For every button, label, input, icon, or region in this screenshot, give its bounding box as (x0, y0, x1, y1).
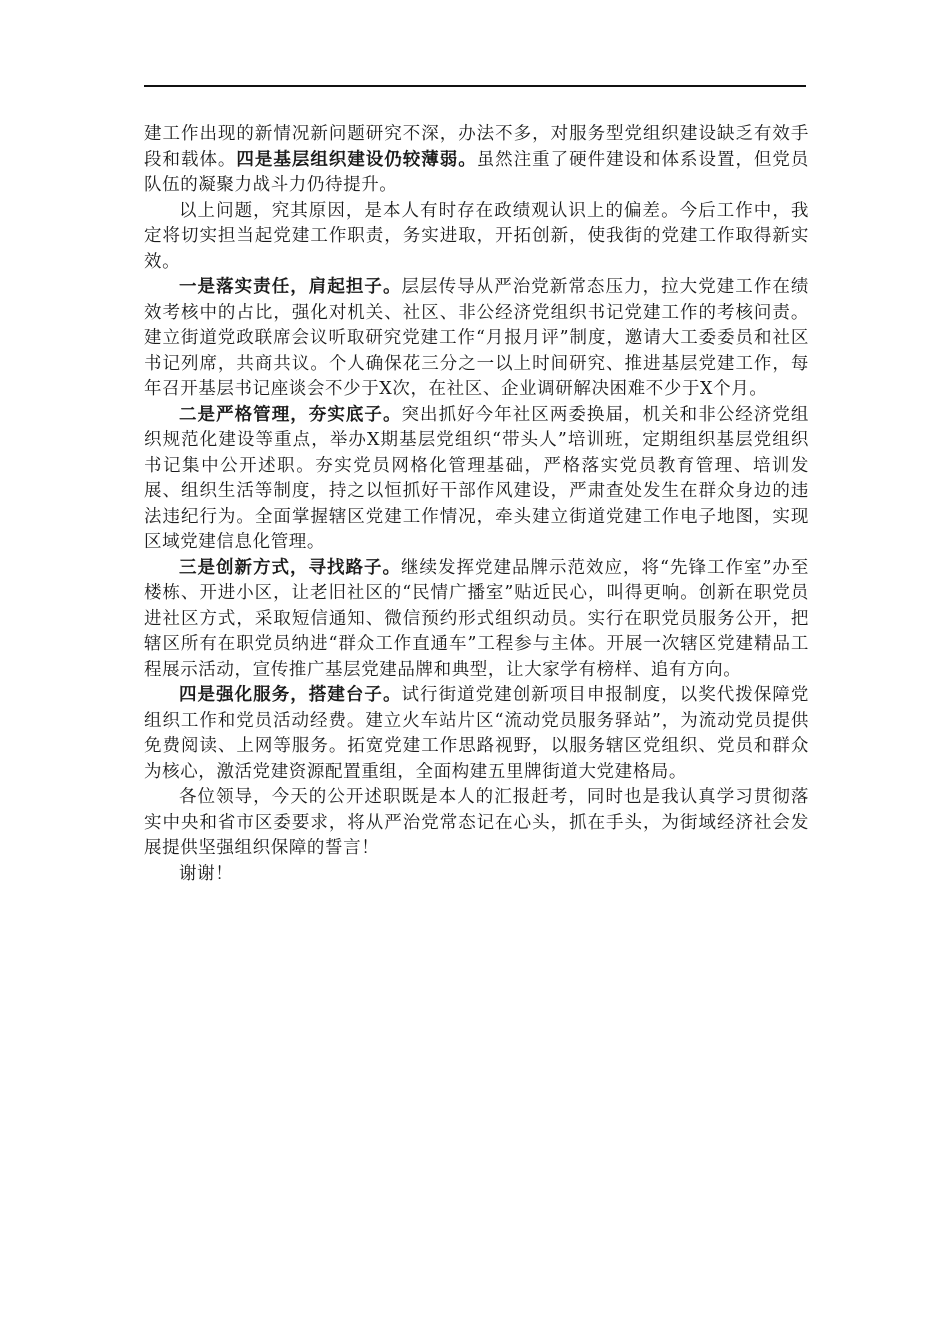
paragraph-7 (144, 785, 809, 862)
paragraph-4 (144, 403, 809, 556)
paragraph-text: 谢谢！ (179, 863, 234, 884)
paragraph-2 (144, 199, 809, 276)
paragraph-lead: 三是创新方式，寻找路子。 (179, 557, 401, 578)
paragraph-1 (144, 122, 809, 199)
paragraph-text: 建工作出现的新情况新问题研究不深，办法不多，对服务型党组织建设缺乏有效手段和载体。 (144, 124, 809, 170)
paragraph-text: 层层传导从严治党新常态压力，拉大党建工作在绩效考核中的占比，强化对机关、社区、非公经济党组织书记党建工作的考核问责。建立街道党政联席会议听取研究党建工作“月报月评”制度，邀请大工委委员和社区书记列席，共商共议。个人确保花三分之一以上时间研究、推进基层党建工作，每年召开基层书记座谈会不少于X次，在社区、企业调研解决困难不少于X个月。 (144, 277, 810, 399)
header-rule (144, 85, 806, 87)
paragraph-3 (144, 275, 809, 403)
document-body (144, 122, 809, 887)
paragraph-lead: 四是强化服务，搭建台子。 (179, 685, 402, 705)
paragraph-text: 虽然注重了硬件建设和体系设置，但党员队伍的凝聚力战斗力仍待提升。 (144, 149, 809, 195)
paragraph-text: 突出抓好今年社区两委换届，机关和非公经济党组织规范化建设等重点，举办X期基层党组织“带头人”培训班，定期组织基层党组织书记集中公开述职。夯实党员网格化管理基础，严格落实党员教育管理、培训发展、组织生活等制度，持之以恒抓好干部作风建设，严肃查处发生在群众身边的违法违纪行为。全面掌握辖区党建工作情况，牵头建立街道党建工作电子地图，实现区域党建信息化管理。 (144, 404, 810, 552)
paragraph-5 (144, 556, 809, 684)
paragraph-lead: 二是严格管理，夯实底子。 (179, 404, 402, 425)
paragraph-lead: 一是落实责任，肩起担子。 (179, 277, 402, 297)
paragraph-lead: 四是基层组织建设仍较薄弱。 (236, 149, 477, 170)
paragraph-text: 继续发挥党建品牌示范效应，将“先锋工作室”办至楼栋、开进小区，让老旧社区的“民情广播室”贴近民心，叫得更响。创新在职党员进社区方式，采取短信通知、微信预约形式组织动员。实行在职党员服务公开，把辖区所有在职党员纳进“群众工作直通车”工程参与主体。开展一次辖区党建精品工程展示活动，宣传推广基层党建品牌和典型，让大家学有榜样、追有方向。 (144, 557, 809, 680)
paragraph-text: 试行街道党建创新项目申报制度，以奖代拨保障党组织工作和党员活动经费。建立火车站片区“流动党员服务驿站”，为流动党员提供免费阅读、上网等服务。拓宽党建工作思路视野，以服务辖区党组织、党员和群众为核心，激活党建资源配置重组，全面构建五里牌街道大党建格局。 (144, 685, 810, 782)
paragraph-6 (144, 683, 809, 785)
paragraph-text: 各位领导，今天的公开述职既是本人的汇报赶考，同时也是我认真学习贯彻落实中央和省市区委要求，将从严治党常态记在心头，抓在手头，为街域经济社会发展提供坚强组织保障的誓言！ (144, 787, 809, 858)
paragraph-8 (144, 862, 809, 888)
paragraph-text: 以上问题，究其原因，是本人有时存在政绩观认识上的偏差。今后工作中，我定将切实担当起党建工作职责，务实进取，开拓创新，使我街的党建工作取得新实效。 (144, 200, 809, 272)
